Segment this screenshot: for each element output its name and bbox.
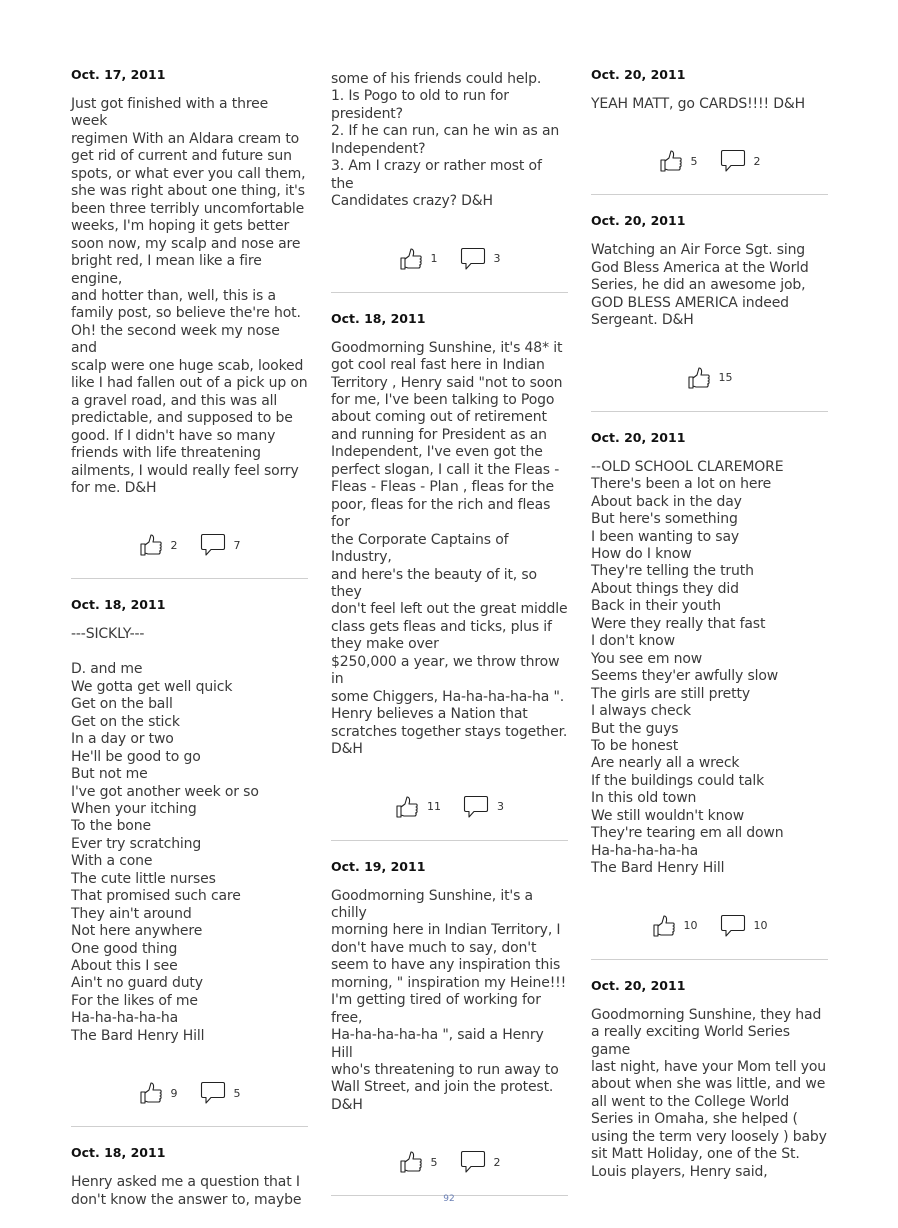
comment-count: 2 bbox=[753, 154, 761, 168]
divider bbox=[331, 840, 568, 841]
post-text: Goodmorning Sunshine, it's a chilly morning here in Indian Territory, I don't have much to say, don't seem to have any inspiration this morning, " inspiration my Heine!!! I'm getting tired of working for free, Ha-ha-ha-ha-ha ", said a Henry Hill who's threatening to run away to Wall Street, and join the protest. D&H bbox=[331, 887, 567, 1113]
post-reactions bbox=[331, 1145, 568, 1179]
divider bbox=[331, 292, 568, 293]
post bbox=[591, 213, 828, 411]
comment-count: 3 bbox=[493, 252, 501, 266]
post bbox=[591, 67, 828, 195]
thumbs-up-icon bbox=[139, 1081, 163, 1105]
divider bbox=[591, 194, 828, 195]
post-reactions bbox=[331, 790, 568, 824]
post-text: some of his friends could help. 1. Is Pogo to old to run for president? 2. If he can run, can he win as an Independent? 3. Am I crazy or rather most of the Candidates crazy? D&H bbox=[331, 71, 560, 210]
post bbox=[71, 597, 308, 1127]
comment-button[interactable] bbox=[720, 914, 768, 938]
speech-bubble-icon bbox=[460, 1150, 486, 1174]
divider bbox=[591, 411, 828, 412]
like-button[interactable] bbox=[399, 1150, 438, 1174]
post bbox=[331, 859, 568, 1197]
comment-button[interactable] bbox=[460, 1150, 501, 1174]
post-date: Oct. 19, 2011 bbox=[331, 858, 426, 874]
post-date: Oct. 17, 2011 bbox=[71, 67, 166, 82]
post-date: Oct. 18, 2011 bbox=[71, 597, 166, 613]
speech-bubble-icon bbox=[720, 149, 746, 173]
speech-bubble-icon bbox=[200, 533, 226, 557]
divider bbox=[591, 959, 828, 960]
column-2 bbox=[331, 71, 568, 1214]
page-number: 92 bbox=[443, 1194, 455, 1204]
column-3 bbox=[591, 67, 828, 1181]
post-text: Just got finished with a three week regimen With an Aldara cream to get rid of current and future sun spots, or what ever you call them, she was right about one thing, it's been three terribly uncomfortable weeks, I'm hoping it gets better soon now, my scalp and nose are bright red, I mean like a fire engine, and hotter than, well, this is a family post, so believe the're hot. Oh! the second week my nose and scalp were one huge scab, looked like I had fallen out of a pick up on a gravel road, and this was all predictable, and supposed to be good. If I didn't have so many friends with life threatening ailments, I would really feel sorry for me. D&H bbox=[71, 96, 308, 496]
divider bbox=[71, 1126, 308, 1127]
post-reactions bbox=[591, 909, 828, 943]
like-count: 5 bbox=[430, 1155, 438, 1169]
post-text: Henry asked me a question that I don't know the answer to, maybe bbox=[71, 1174, 302, 1208]
like-button[interactable] bbox=[399, 247, 438, 271]
post-text: Watching an Air Force Sgt. sing God Bless America at the World Series, he did an awesome job, GOD BLESS AMERICA indeed Sergeant. D&H bbox=[591, 242, 809, 329]
comment-button[interactable] bbox=[200, 533, 241, 557]
speech-bubble-icon bbox=[200, 1081, 226, 1105]
post-date: Oct. 18, 2011 bbox=[331, 310, 426, 326]
comment-button[interactable] bbox=[460, 247, 501, 271]
post-text: Goodmorning Sunshine, they had a really exciting World Series game last night, have your Mom tell you about when she was little, and we all went to the College World Series in Omaha, she helped ( using the term very loosely ) baby sit Matt Holiday, one of the St. Louis players, Henry said, bbox=[591, 1006, 827, 1180]
like-button[interactable] bbox=[652, 914, 698, 938]
post-reactions bbox=[71, 1076, 308, 1110]
like-count: 11 bbox=[427, 800, 441, 813]
thumbs-up-icon bbox=[659, 149, 683, 173]
like-count: 10 bbox=[683, 919, 698, 933]
comment-count: 2 bbox=[493, 1155, 501, 1169]
post-reactions bbox=[71, 528, 308, 562]
like-button[interactable] bbox=[139, 1081, 178, 1105]
post-text: --OLD SCHOOL CLAREMORE There's been a lot on here About back in the day But here's something I been wanting to say How do I know They're telling the truth About things they did Back in their youth Were they really that fast I don't know You see em now Seems they'er awfully slow The girls are still pretty I always check But the guys To be honest Are nearly all a wreck If the buildings could talk In this old town We still wouldn't know They're tearing em all down Ha-ha-ha-ha-ha The Bard Henry Hill bbox=[591, 458, 784, 877]
like-count: 15 bbox=[718, 371, 733, 385]
column-1 bbox=[71, 67, 308, 1209]
comment-count: 10 bbox=[753, 919, 768, 933]
thumbs-up-icon bbox=[139, 533, 163, 557]
post-date: Oct. 20, 2011 bbox=[591, 213, 686, 229]
post-text: YEAH MATT, go CARDS!!!! D&H bbox=[591, 96, 806, 112]
post bbox=[331, 311, 568, 841]
post bbox=[591, 430, 828, 960]
post-date: Oct. 20, 2011 bbox=[591, 67, 686, 82]
thumbs-up-icon bbox=[399, 247, 423, 271]
like-count: 1 bbox=[430, 252, 438, 266]
post-date: Oct. 20, 2011 bbox=[591, 977, 686, 993]
divider bbox=[71, 578, 308, 579]
post bbox=[71, 67, 308, 579]
thumbs-up-icon bbox=[652, 914, 676, 938]
thumbs-up-icon bbox=[687, 366, 711, 390]
speech-bubble-icon bbox=[720, 914, 746, 938]
like-button[interactable] bbox=[139, 533, 178, 557]
speech-bubble-icon bbox=[460, 247, 486, 271]
comment-button[interactable] bbox=[720, 149, 761, 173]
post-reactions bbox=[591, 361, 828, 395]
like-button[interactable] bbox=[687, 366, 733, 390]
like-button[interactable] bbox=[395, 795, 441, 819]
like-count: 5 bbox=[690, 154, 698, 168]
post-reactions bbox=[591, 144, 828, 178]
post-date: Oct. 18, 2011 bbox=[71, 1145, 166, 1161]
post-text: ---SICKLY--- D. and me We gotta get well quick Get on the ball Get on the stick In a day or two He'll be good to go But not me I've got another week or so When your itching To the bone Ever try scratching With a cone The cute little nurses That promised such care They ain't around Not here anywhere One good thing About this I see Ain't no guard duty For the likes of me Ha-ha-ha-ha-ha The Bard Henry Hill bbox=[71, 626, 259, 1044]
post bbox=[331, 71, 568, 293]
thumbs-up-icon bbox=[399, 1150, 423, 1174]
comment-count: 3 bbox=[497, 800, 504, 813]
thumbs-up-icon bbox=[395, 795, 419, 819]
like-button[interactable] bbox=[659, 149, 698, 173]
post-text: Goodmorning Sunshine, it's 48* it got cool real fast here in Indian Territory , Henry said "not to soon for me, I've been talking to Pogo about coming out of retirement and running for President as an Independent, I've even got the perfect slogan, I call it the Fleas - Fleas - Fleas - Plan , fleas for the poor, fleas for the rich and fleas for the Corporate Captains of Industry, and here's the beauty of it, so they don't feel left out the great middle class gets fleas and ticks, plus if they make over $250,000 a year, we throw throw in some Chiggers, Ha-ha-ha-ha-ha ". Henry believes a Nation that scratches together stays together. D&H bbox=[331, 339, 568, 758]
like-count: 9 bbox=[170, 1086, 178, 1100]
speech-bubble-icon bbox=[463, 795, 489, 819]
post-reactions bbox=[331, 242, 568, 276]
comment-count: 5 bbox=[233, 1086, 241, 1100]
comment-button[interactable] bbox=[463, 795, 504, 819]
post-date: Oct. 20, 2011 bbox=[591, 429, 686, 445]
like-count: 2 bbox=[170, 538, 178, 552]
comment-button[interactable] bbox=[200, 1081, 241, 1105]
comment-count: 7 bbox=[233, 538, 241, 552]
post bbox=[591, 978, 828, 1182]
